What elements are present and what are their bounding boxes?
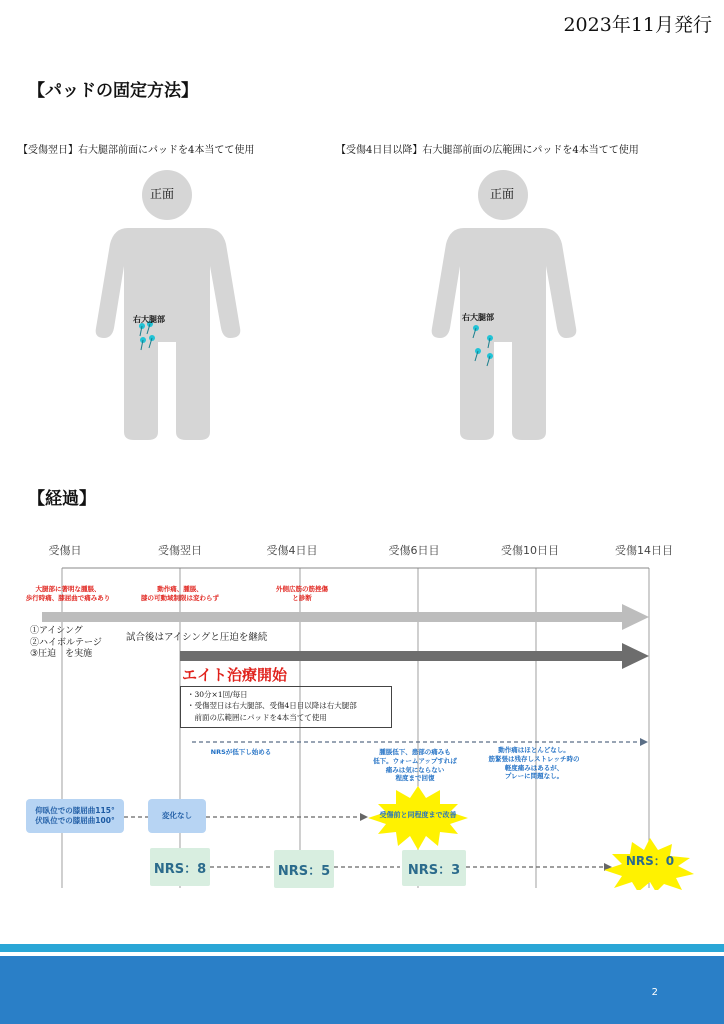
blue-note-2: 動作痛はほとんどなし。 筋緊張は残存しストレッチ時の 軽度痛みはあるが、 プレーに問題なし。 [488, 746, 580, 781]
page-number: 2 [651, 987, 658, 998]
treatment-line-1: ・受傷翌日は右大腿部、受傷4日目以降は右大腿部 [187, 701, 357, 711]
gray-arrow [42, 604, 649, 630]
blue-note-1: 腫脹低下、患部の痛みも 低下。ウォームアップすれば 痛みは気にならない 程度まで回復 [373, 748, 457, 783]
front-label-right: 正面 [490, 187, 515, 201]
eight-start-label: エイト治療開始 [182, 666, 288, 684]
treatment-box [180, 686, 392, 728]
col-label-4: 受傷10日目 [501, 544, 559, 557]
region-label-left: 右大腿部 [133, 315, 165, 324]
after-match-note: 試合後はアイシングと圧迫を継続 [126, 632, 268, 643]
col-label-0: 受傷日 [48, 544, 82, 557]
fixation-title: 【パッドの固定方法】 [28, 81, 198, 101]
body-figure-right [426, 170, 586, 440]
nrs-0: NRS：0 [625, 854, 675, 868]
front-label-left: 正面 [150, 187, 175, 201]
region-label-right: 右大腿部 [462, 313, 494, 322]
footer-band [0, 956, 724, 1024]
blue-note-0: NRSが低下し始める [210, 748, 272, 756]
rom-box: 仰臥位での膝屈曲115° 伏臥位での膝屈曲100° [26, 799, 124, 833]
treatment-line-0: ・30分×1回/毎日 [187, 690, 248, 699]
nrs-5: NRS：5 [274, 850, 334, 888]
right-caption: 【受傷4日目以降】右大腿部前面の広範囲にパッドを4本当てて使用 [336, 145, 639, 156]
col-label-3: 受傷6日目 [388, 544, 440, 557]
no-change-box: 変化なし [148, 799, 206, 833]
nrs-8: NRS：8 [150, 848, 210, 886]
red-note-2: 外側広筋の筋挫傷 と診断 [276, 585, 328, 602]
recovered-label: 受傷前と同程度まで改善 [379, 811, 457, 819]
body-figure-left [90, 170, 250, 440]
red-note-1: 動作痛、腫脹、 膝の可動域制限は変わらず [141, 585, 219, 602]
col-label-2: 受傷4日目 [266, 544, 318, 557]
progress-title: 【経過】 [28, 489, 96, 509]
issue-date: 2023年11月発行 [563, 14, 712, 36]
left-caption: 【受傷翌日】右大腿部前面にパッドを4本当てて使用 [18, 145, 255, 156]
col-label-1: 受傷翌日 [158, 544, 202, 557]
initial-treatment: ①アイシング ②ハイボルテージ ③圧迫 を実施 [30, 626, 102, 660]
footer-accent-line [0, 944, 724, 952]
red-note-0: 大腿部に著明な腫脹、 歩行時痛、膝屈曲で痛みあり [25, 585, 111, 602]
treatment-line-2: 前面の広範囲にパッドを4本当てて使用 [187, 712, 327, 722]
nrs-3: NRS：3 [402, 850, 466, 886]
col-label-5: 受傷14日目 [615, 544, 673, 557]
